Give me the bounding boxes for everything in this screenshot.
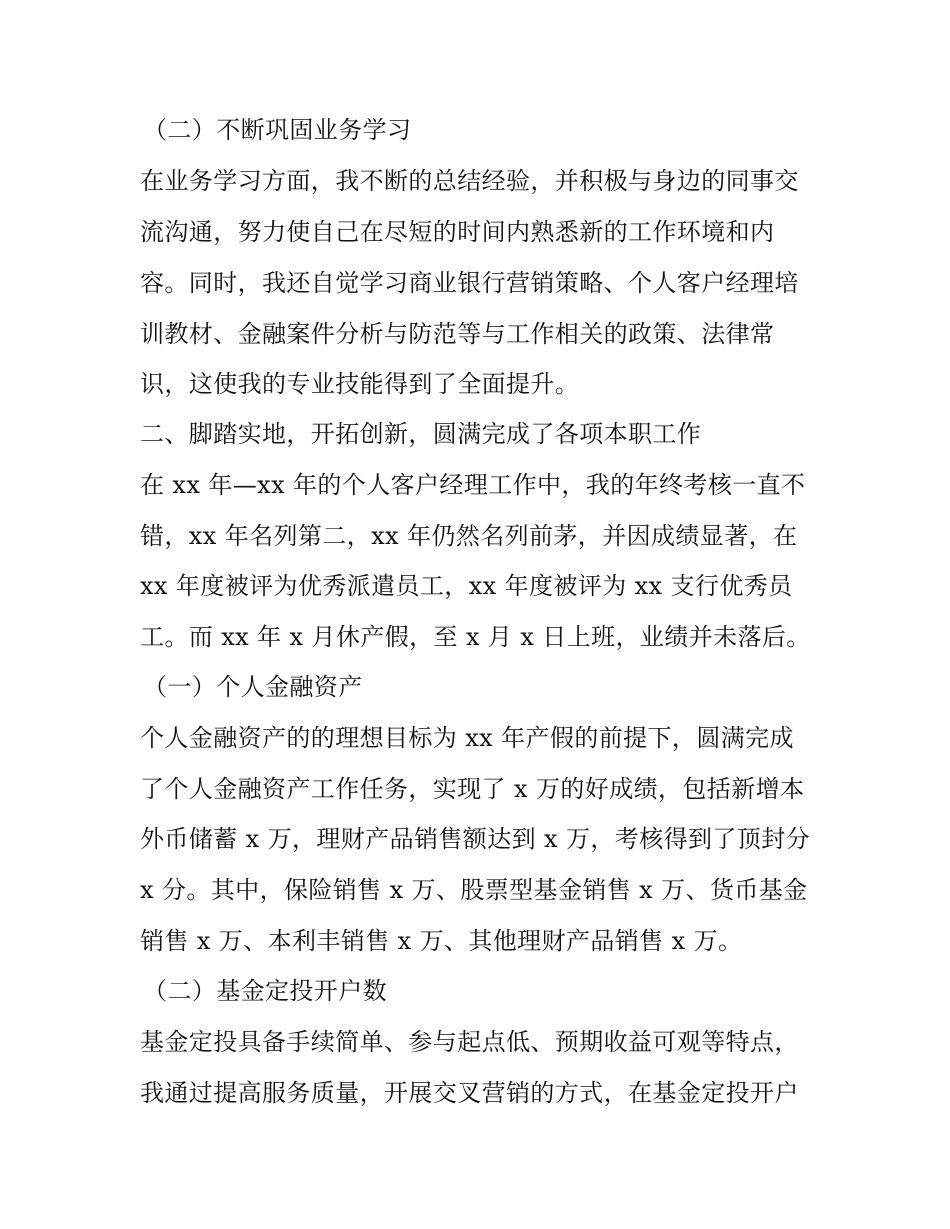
paragraph-line: 在 xx 年—xx 年的个人客户经理工作中，我的年终考核一直不	[140, 471, 806, 499]
paragraph-line: 流沟通，努力使自己在尽短的时间内熟悉新的工作环境和内	[140, 218, 775, 246]
paragraph-line: 容。同时，我还自觉学习商业银行营销策略、个人客户经理培	[140, 269, 799, 297]
section-heading-2: 二、脚踏实地，开拓创新，圆满完成了各项本职工作	[140, 420, 702, 448]
paragraph-line: 我通过提高服务质量，开展交叉营销的方式，在基金定投开户	[140, 1079, 799, 1107]
paragraph-line: 外币储蓄 x 万，理财产品销售额达到 x 万，考核得到了顶封分	[140, 825, 810, 853]
paragraph-line: 工。而 xx 年 x 月休产假，至 x 月 x 日上班，业绩并未落后。	[140, 623, 811, 651]
paragraph-line: 训教材、金融案件分析与防范等与工作相关的政策、法律常	[140, 320, 775, 348]
paragraph-line: 错，xx 年名列第二，xx 年仍然名列前茅，并因成绩显著，在	[140, 522, 798, 550]
paragraph-line: 个人金融资产的的理想目标为 xx 年产假的前提下，圆满完成	[140, 724, 794, 752]
paragraph-line: 了个人金融资产工作任务，实现了 x 万的好成绩，包括新增本	[140, 775, 805, 803]
paragraph-line: x 分。其中，保险销售 x 万、股票型基金销售 x 万、货币基金	[140, 876, 808, 904]
paragraph-line: xx 年度被评为优秀派遣员工，xx 年度被评为 xx 支行优秀员	[140, 572, 793, 600]
subheading-fund-accounts: （二）基金定投开户数	[143, 977, 387, 1005]
paragraph-line: 销售 x 万、本利丰销售 x 万、其他理财产品销售 x 万。	[140, 927, 743, 955]
paragraph-line: 识，这使我的专业技能得到了全面提升。	[140, 370, 580, 398]
paragraph-line: 基金定投具备手续简单、参与起点低、预期收益可观等特点，	[140, 1028, 799, 1056]
subheading-personal-assets: （一）个人金融资产	[143, 673, 363, 701]
paragraph-line: 在业务学习方面，我不断的总结经验，并积极与身边的同事交	[140, 167, 799, 195]
subheading-consolidate-learning: （二）不断巩固业务学习	[143, 116, 412, 144]
